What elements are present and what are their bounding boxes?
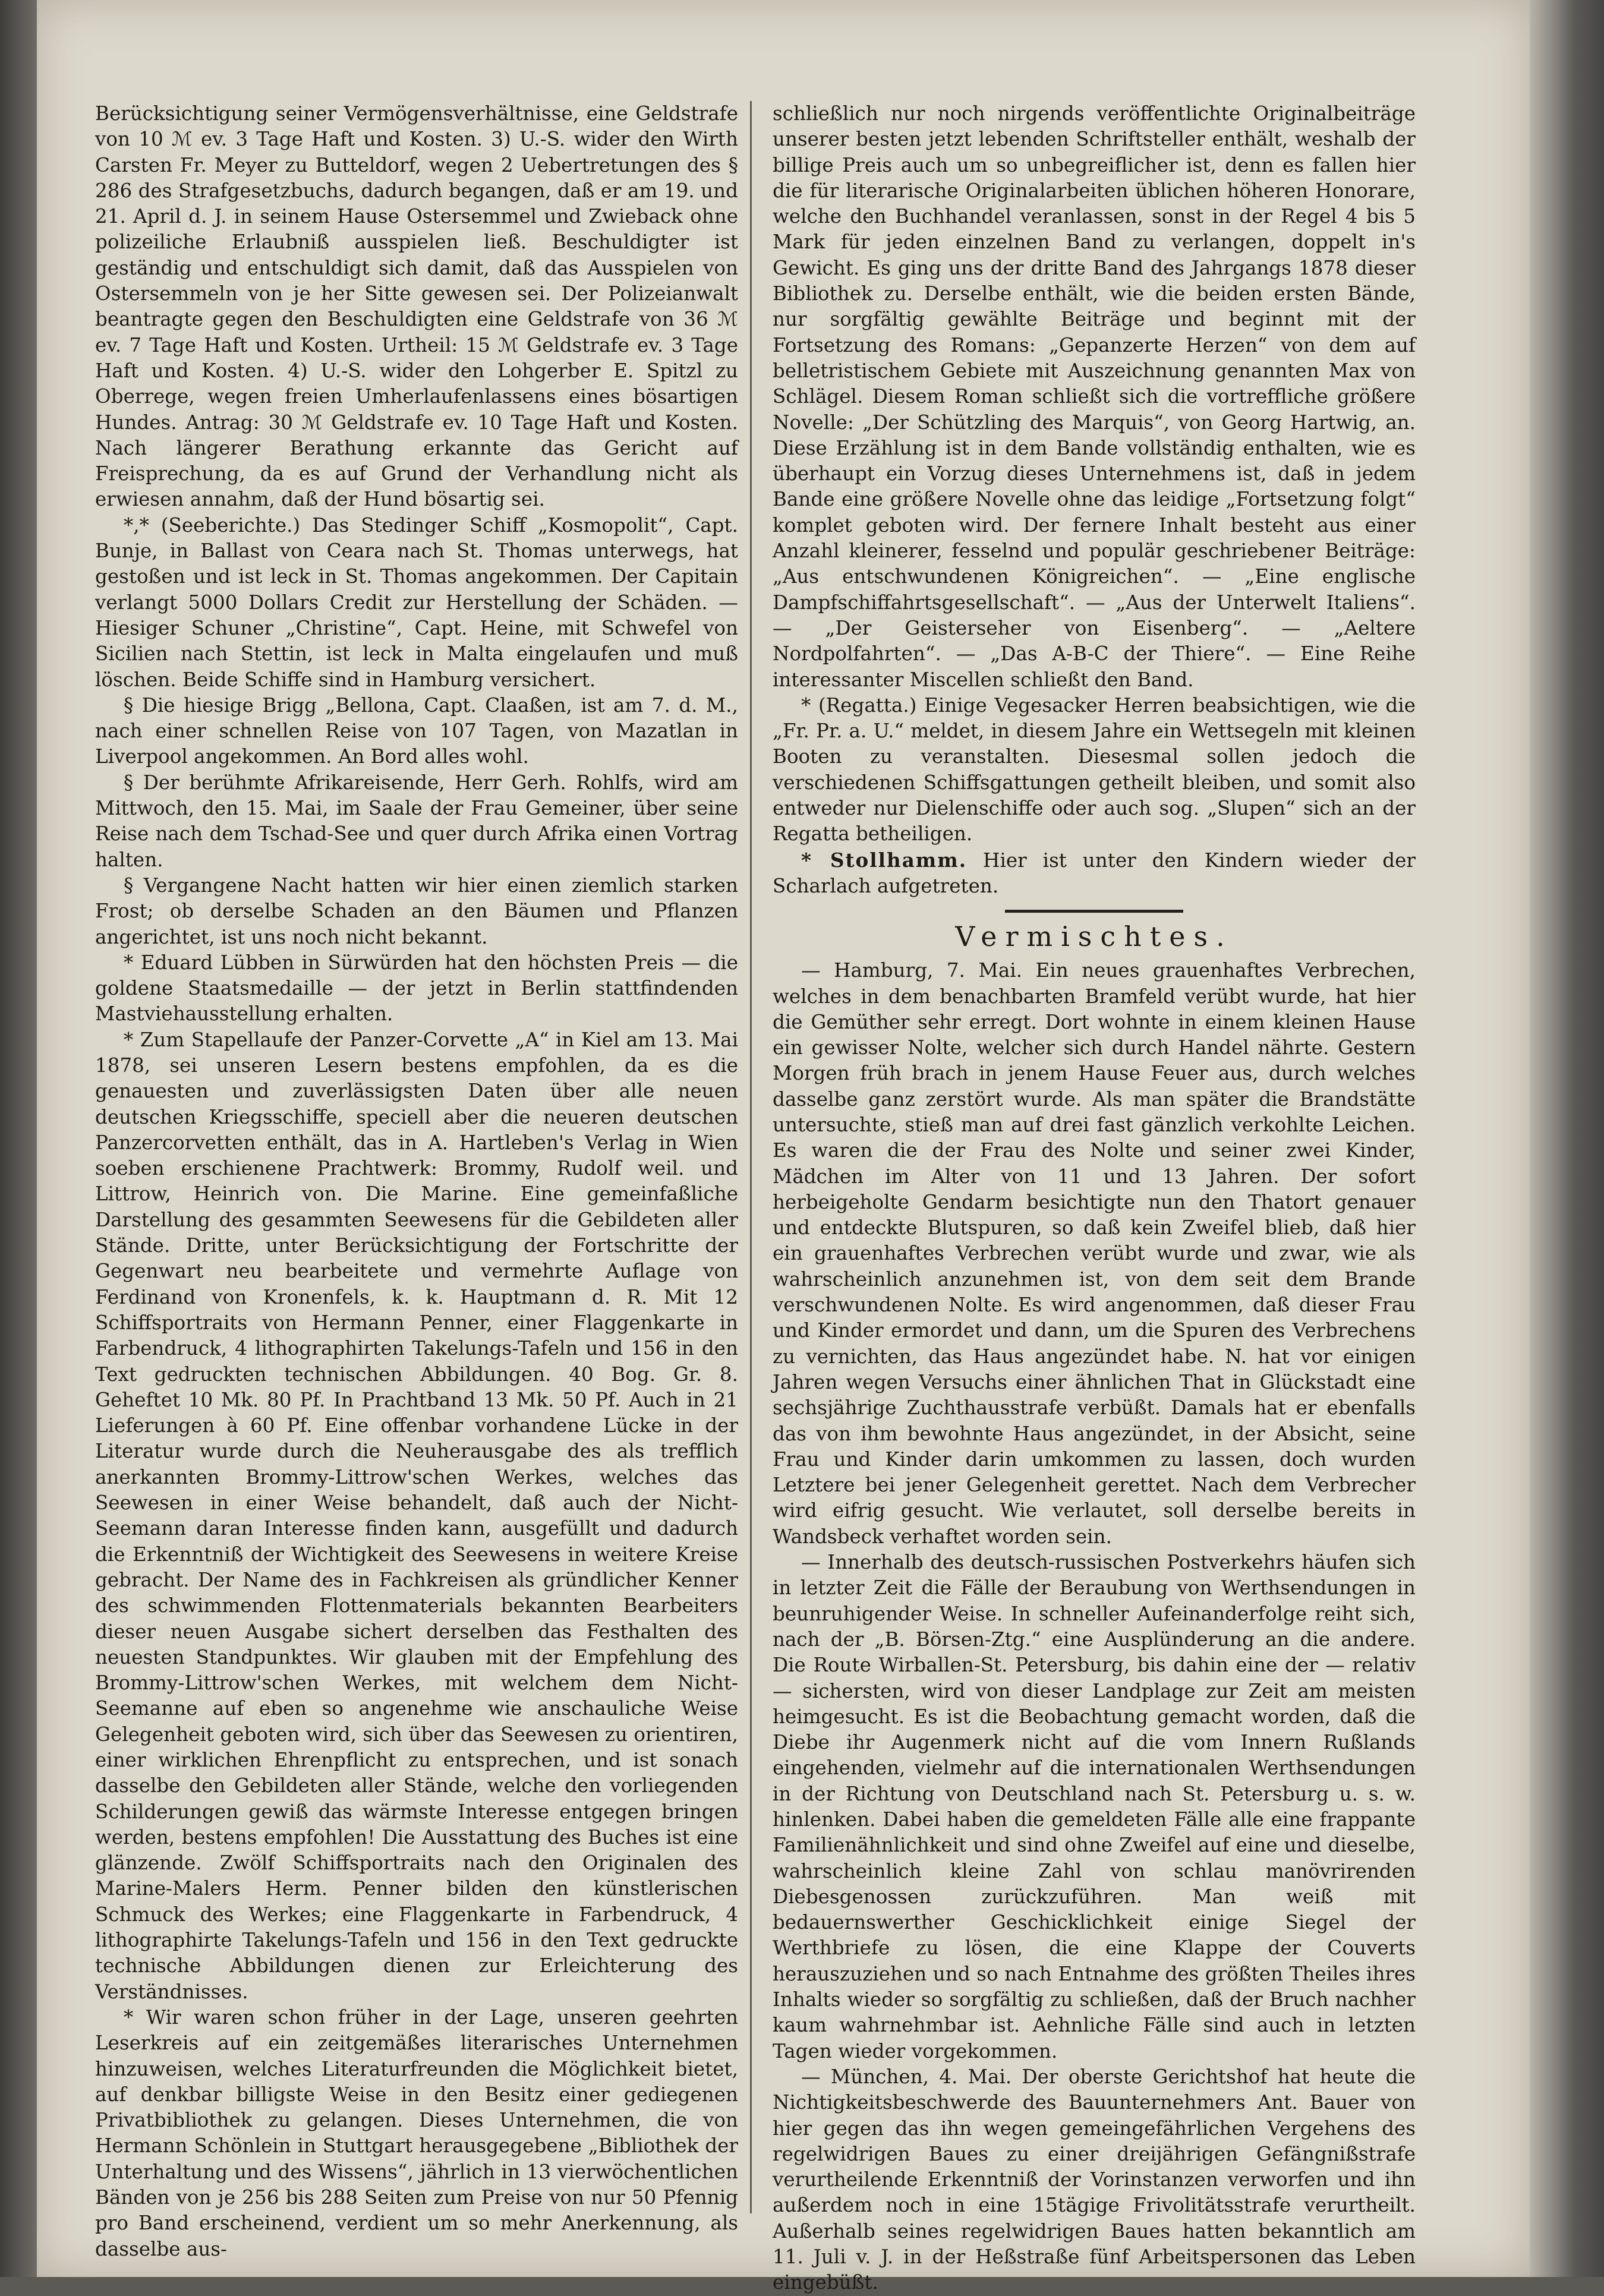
- binding-shadow: [0, 0, 37, 2277]
- article-paragraph: * Eduard Lübben in Sürwürden hat den höchsten Preis — die goldene Staatsmedaille — der jetzt in Berlin stattfindenden Mastviehausstellung erhalten.: [95, 951, 738, 1026]
- article-paragraph: § Vergangene Nacht hatten wir hier einen ziemlich starken Frost; ob derselbe Schaden an den Bäumen und Pflanzen angerichtet, ist uns noch nicht bekannt.: [95, 873, 738, 948]
- section-title: Vermischtes.: [955, 920, 1233, 953]
- right-column: [773, 101, 1416, 2294]
- article-paragraph: *,* (Seeberichte.) Das Stedinger Schiff „Kosmopolit“, Capt. Bunje, in Ballast von Ceara nach St. Thomas unterwegs, hat gestoßen und ist leck in St. Thomas angekommen. Der Capitain verlangt 5000 Dollars Credit zur Herstellung der Schäden. — Hiesiger Schuner „Christine“, Capt. Heine, mit Schwefel von Sicilien nach Stettin, ist leck in Malta eingelaufen und muß löschen. Beide Schiffe sind in Hamburg versichert.: [95, 513, 738, 691]
- stollhamm-text: Hier ist unter den Kindern wieder der Scharlach aufgetreten.: [773, 849, 1416, 897]
- article-paragraph: — Hamburg, 7. Mai. Ein neues grauenhaftes Verbrechen, welches in dem benachbarten Bramfeld verübt wurde, hat hier die Gemüther sehr erregt. Dort wohnte in einem kleinen Hause ein gewisser Nolte, welcher sich durch Handel nährte. Gestern Morgen früh brach in jenem Hause Feuer aus, durch welches dasselbe ganz zerstört wurde. Als man später die Brandstätte untersuchte, stieß man auf drei fast gänzlich verkohlte Leichen. Es waren die der Frau des Nolte und seiner zwei Kinder, Mädchen im Alter von 11 und 13 Jahren. Der sofort herbeigeholte Gendarm besichtigte nun den Thatort genauer und entdeckte Blutspuren, so daß kein Zweifel blieb, daß hier ein grauenhaftes Verbrechen verübt wurde und zwar, wie als wahrscheinlich anzunehmen ist, von dem seit dem Brande verschwundenen Nolte. Es wird angenommen, daß dieser Frau und Kinder ermordet und dann, um die Spuren des Verbrechens zu vernichten, das Haus angezündet habe. N. hat vor einigen Jahren wegen Versuchs einer ähnlichen That in Glückstadt eine sechsjährige Zuchthausstrafe verbüßt. Damals hat er ebenfalls das von ihm bewohnte Haus angezündet, in der Absicht, seine Frau und Kinder darin umkommen zu lassen, doch wurden Letztere bei jener Gelegenheit gerettet. Nach dem Verbrecher wird eifrig gesucht. Wie verlautet, soll derselbe bereits in Wandsbeck verhaftet worden sein.: [773, 959, 1416, 1548]
- page-edge: [1530, 0, 1604, 2277]
- article-paragraph: — Innerhalb des deutsch-russischen Postverkehrs häufen sich in letzter Zeit die Fälle der Beraubung von Werthsendungen in beunruhigender Weise. In schneller Aufeinanderfolge reiht sich, nach der „B. Börsen-Ztg.“ eine Ausplünderung an die andere. Die Route Wirballen-St. Petersburg, bis dahin eine der — relativ — sichersten, wird von dieser Landplage zur Zeit am meisten heimgesucht. Es ist die Beobachtung gemacht worden, daß die Diebe ihr Augenmerk nicht auf die vom Innern Rußlands eingehenden, vielmehr auf die internationalen Werthsendungen in der Richtung von Deutschland nach St. Petersburg u. s. w. hinlenken. Dabei haben die gemeldeten Fälle alle eine frappante Familienähnlichkeit und sind ohne Zweifel auf eine und dieselbe, wahrscheinlich kleine Zahl von schlau manövrirenden Diebesgenossen zurückzuführen. Man weiß mit bedauernswerther Geschicklichkeit einige Siegel der Werthbriefe zu lösen, die eine Klappe der Couverts herauszuziehen und so nach Entnahme des größten Theiles ihres Inhalts wieder so sorgfältig zu schließen, daß der Bruch nachher kaum wahrnehmbar ist. Aehnliche Fälle sind auch in letzten Tagen wieder vorgekommen.: [773, 1551, 1416, 2062]
- article-paragraph: * Zum Stapellaufe der Panzer-Corvette „A“ in Kiel am 13. Mai 1878, sei unseren Lesern bestens empfohlen, da es die genauesten und zuverlässigsten Daten über alle neuen deutschen Kriegsschiffe, speciell aber die neueren deutschen Panzercorvetten enthält, das in A. Hartleben's Verlag in Wien soeben erschienene Prachtwerk: Brommy, Rudolf weil. und Littrow, Heinrich von. Die Marine. Eine gemeinfaßliche Darstellung des gesammten Seewesens für die Gebildeten aller Stände. Dritte, unter Berücksichtigung der Fortschritte der Gegenwart neu bearbeitete und vermehrte Auflage von Ferdinand von Kronenfels, k. k. Hauptmann d. R. Mit 12 Schiffsportraits von Hermann Penner, einer Flaggenkarte in Farbendruck, 4 lithographirten Takelungs-Tafeln und 156 in den Text gedruckten technischen Abbildungen. 40 Bog. Gr. 8. Geheftet 10 Mk. 80 Pf. In Prachtband 13 Mk. 50 Pf. Auch in 21 Lieferungen à 60 Pf. Eine offenbar vorhandene Lücke in der Literatur wurde durch die Neuherausgabe des als trefflich anerkannten Brommy-Littrow'schen Werkes, welches das Seewesen in einer Weise behandelt, daß auch der Nicht-Seemann daran Interesse finden kann, ausgefüllt und dadurch die Erkenntniß der Wichtigkeit des Seewesens in weitere Kreise gebracht. Der Name des in Fachkreisen als gründlicher Kenner des schwimmenden Flottenmaterials bekannten Bearbeiters dieser neuen Ausgabe sichert derselben das Festhalten des neuesten Standpunktes. Wir glauben mit der Empfehlung des Brommy-Littrow'schen Werkes, mit welchem dem Nicht-Seemanne auf eben so angenehme wie anschauliche Weise Gelegenheit geboten wird, sich über das Seewesen zu orientiren, einer wirklichen Ehrenpflicht zu entsprechen, und ist sonach dasselbe den Gebildeten aller Stände, welche den vorliegenden Schilderungen gewiß das wärmste Interesse entgegen bringen werden, bestens empfohlen! Die Ausstattung des Buches ist eine glänzende. Zwölf Schiffsportraits nach den Originalen des Marine-Malers Herm. Penner bilden den künstlerischen Schmuck des Werkes; eine Flaggenkarte in Farbendruck, 4 lithographirte Takelungs-Tafeln und 156 in den Text gedruckte technische Abbildungen dienen zur Erleichterung des Verständnisses.: [95, 1028, 738, 2003]
- left-column: [95, 101, 738, 2260]
- article-paragraph: * Wir waren schon früher in der Lage, unseren geehrten Leserkreis auf ein zeitgemäßes literarisches Unternehmen hinzuweisen, welches Literaturfreunden die Möglichkeit bietet, auf denkbar billigste Weise in den Besitz einer gediegenen Privatbibliothek zu gelangen. Dieses Unternehmen, die von Hermann Schönlein in Stuttgart herausgegebene „Bibliothek der Unterhaltung und des Wissens“, jährlich in 13 vierwöchentlichen Bänden von je 256 bis 288 Seiten zum Preise von nur 50 Pfennig pro Band erscheinend, verdient um so mehr Anerkennung, als dasselbe aus-: [95, 2005, 738, 2260]
- article-paragraph: Berücksichtigung seiner Vermögensverhältnisse, eine Geldstrafe von 10 ℳ ev. 3 Tage Haft und Kosten. 3) U.-S. wider den Wirth Carsten Fr. Meyer zu Butteldorf, wegen 2 Uebertretungen des § 286 des Strafgesetzbuchs, dadurch begangen, daß er am 19. und 21. April d. J. in seinem Hause Ostersemmel und Zwieback ohne polizeiliche Erlaubniß ausspielen ließ. Beschuldigter ist geständig und entschuldigt sich damit, daß das Ausspielen von Ostersemmeln von je her Sitte gewesen sei. Der Polizeianwalt beantragte gegen den Beschuldigten eine Geldstrafe von 36 ℳ ev. 7 Tage Haft und Kosten. Urtheil: 15 ℳ Geldstrafe ev. 3 Tage Haft und Kosten. 4) U.-S. wider den Lohgerber E. Spitzl zu Oberrege, wegen freien Umherlaufenlassens eines bösartigen Hundes. Antrag: 30 ℳ Geldstrafe ev. 10 Tage Haft und Kosten. Nach längerer Berathung erkannte das Gericht auf Freisprechung, da es auf Grund der Verhandlung nicht als erwiesen annahm, daß der Hund bösartig sei.: [95, 102, 738, 511]
- article-paragraph: * (Regatta.) Einige Vegesacker Herren beabsichtigen, wie die „Fr. Pr. a. U.“ meldet, in diesem Jahre ein Wettsegeln mit kleinen Booten zu veranstalten. Diesesmal sollen jedoch die verschiedenen Schiffsgattungen getheilt bleiben, und somit also entweder nur Dielenschiffe oder auch sog. „Slupen“ sich an der Regatta betheiligen.: [773, 693, 1416, 846]
- article-paragraph: § Die hiesige Brigg „Bellona, Capt. Claaßen, ist am 7. d. M., nach einer schnellen Reise von 107 Tagen, von Mazatlan in Liverpool angekommen. An Bord alles wohl.: [95, 693, 738, 768]
- article-paragraph: § Der berühmte Afrikareisende, Herr Gerh. Rohlfs, wird am Mittwoch, den 15. Mai, im Saale der Frau Gemeiner, über seine Reise nach dem Tschad-See und quer durch Afrika einen Vortrag halten.: [95, 771, 738, 871]
- section-rule: [1005, 910, 1183, 913]
- stollhamm-label: * Stollhamm.: [801, 848, 968, 872]
- right-column-bottom: [773, 958, 1416, 2295]
- column-divider: [750, 101, 752, 2213]
- right-column-top: [773, 101, 1416, 847]
- article-paragraph: — München, 4. Mai. Der oberste Gerichtshof hat heute die Nichtigkeitsbeschwerde des Bauunternehmers Ant. Bauer von hier gegen das ihn wegen gemeingefährlichen Vergehens des regelwidrigen Baues zu einer dreijährigen Gefängnißstrafe verurtheilende Erkenntniß der Vorinstanzen verworfen und ihn außerdem noch in eine 15tägige Frivolitätsstrafe verurtheilt. Außerhalb seines regelwidrigen Baues hatten bekanntlich am 11. Juli v. J. in der Heßstraße fünf Arbeitspersonen das Leben eingebüßt.: [773, 2065, 1416, 2294]
- article-paragraph: schließlich nur noch nirgends veröffentlichte Originalbeiträge unserer besten jetzt lebenden Schriftsteller enthält, weshalb der billige Preis auch um so unbegreiflicher ist, denn es fallen hier die für literarische Originalarbeiten üblichen höheren Honorare, welche den Buchhandel veranlassen, sonst in der Regel 4 bis 5 Mark für jeden einzelnen Band zu verlangen, doppelt in's Gewicht. Es ging uns der dritte Band des Jahrgangs 1878 dieser Bibliothek zu. Derselbe enthält, wie die beiden ersten Bände, nur sorgfältig gewählte Beiträge und beginnt mit der Fortsetzung des Romans: „Gepanzerte Herzen“ von dem auf belletristischem Gebiete mit Auszeichnung genannten Max von Schlägel. Diesem Roman schließt sich die vortreffliche größere Novelle: „Der Schützling des Marquis“, von Georg Hartwig, an. Diese Erzählung ist in dem Bande vollständig enthalten, wie es überhaupt ein Vorzug dieses Unternehmens ist, daß in jedem Bande eine größere Novelle ohne das leidige „Fortsetzung folgt“ komplet geboten wird. Der fernere Inhalt besteht aus einer Anzahl kleinerer, fesselnd und populär geschriebener Beiträge: „Aus entschwundenen Königreichen“. — „Eine englische Dampfschiffahrtsgesellschaft“. — „Aus der Unterwelt Italiens“. — „Der Geisterseher von Eisenberg“. — „Aeltere Nordpolfahrten“. — „Das A-B-C der Thiere“. — Eine Reihe interessanter Miscellen schließt den Band.: [773, 102, 1416, 691]
- stollhamm-paragraph: [773, 847, 1416, 900]
